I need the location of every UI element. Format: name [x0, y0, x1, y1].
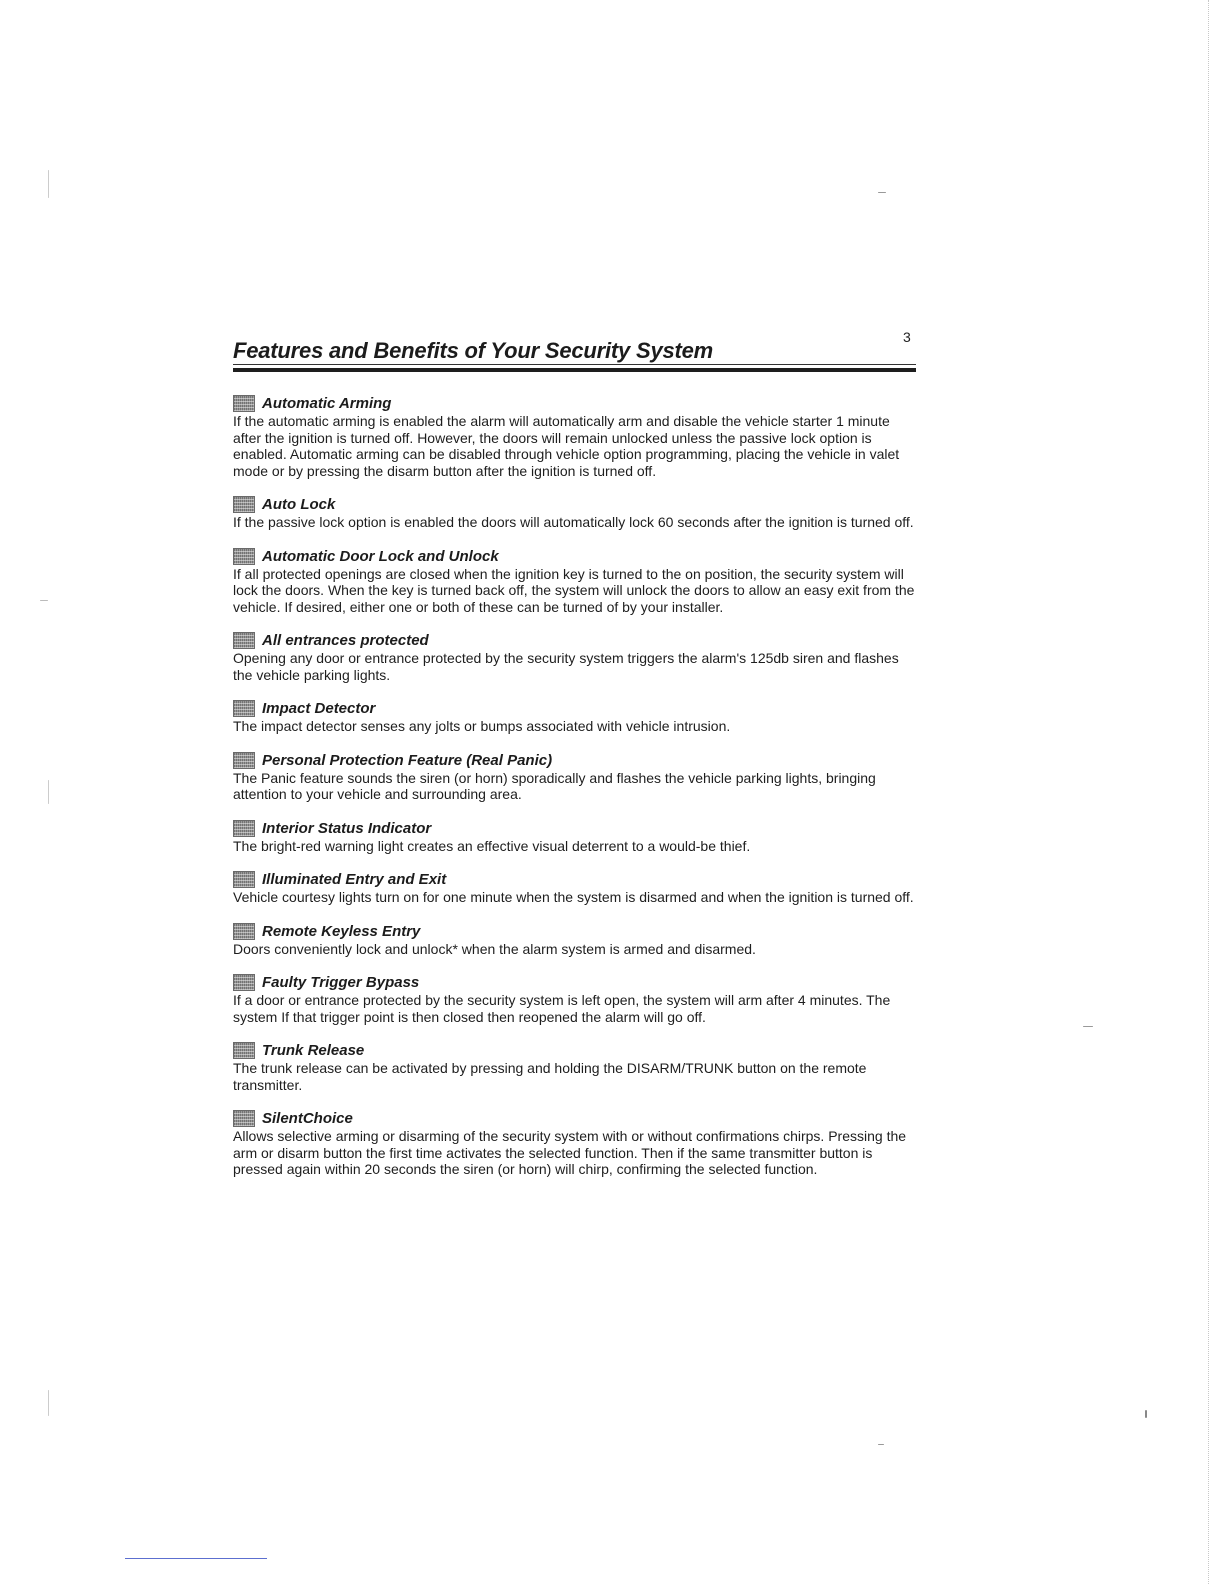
- feature-title: Interior Status Indicator: [262, 819, 432, 837]
- shaded-square-bullet-icon: [233, 395, 255, 412]
- scan-speck: [48, 780, 49, 804]
- scan-speck: [48, 170, 49, 198]
- feature-title: Remote Keyless Entry: [262, 922, 421, 940]
- shaded-square-bullet-icon: [233, 700, 255, 717]
- shaded-square-bullet-icon: [233, 548, 255, 565]
- feature-item-all-entrances: [233, 631, 918, 683]
- feature-title: Trunk Release: [262, 1042, 365, 1059]
- feature-description: Allows selective arming or disarming of the security system with or without confirmations chirps. Pressing the arm or disarm button the first time activates the selected function. Then if the same transmitter button is pressed again within 20 seconds the siren (or horn) will chirp, confirming the selected function.: [233, 1128, 907, 1177]
- shaded-square-bullet-icon: [233, 820, 255, 837]
- feature-item-automatic-door-lock: [233, 547, 918, 616]
- scan-speck: [878, 192, 886, 193]
- title-rule-thick: [233, 368, 916, 372]
- shaded-square-bullet-icon: [233, 1042, 255, 1059]
- feature-description: The bright-red warning light creates an effective visual deterrent to a would-be thief.: [233, 837, 751, 854]
- feature-item-silentchoice: [233, 1109, 918, 1178]
- scan-speck: [40, 600, 48, 601]
- feature-description: If all protected openings are closed when the ignition key is turned to the on position, the security system will lock the doors. When the key is turned back off, the system will unlock the doors to allow an easy exit from the vehicle. If desired, either one or both of these can be turned of by your installer.: [233, 565, 915, 615]
- title-rule-thin: [233, 364, 916, 365]
- feature-description: If a door or entrance protected by the security system is left open, the system will arm after 4 minutes. The system If that trigger point is then closed then reopened the alarm will go off.: [233, 992, 891, 1025]
- scan-speck: [1083, 1026, 1093, 1027]
- feature-description: Opening any door or entrance protected by the security system triggers the alarm's 125db siren and flashes the vehicle parking lights.: [233, 650, 899, 683]
- scan-speck: [878, 1444, 884, 1445]
- feature-item-remote-keyless-entry: [233, 922, 918, 958]
- feature-title: Impact Detector: [262, 700, 376, 717]
- feature-description: The impact detector senses any jolts or bumps associated with vehicle intrusion.: [233, 718, 731, 734]
- scan-speck: [1145, 1410, 1147, 1418]
- feature-item-trunk-release: [233, 1041, 918, 1093]
- feature-description: If the passive lock option is enabled the doors will automatically lock 60 seconds after the ignition is turned off.: [233, 514, 914, 530]
- feature-title: Faulty Trigger Bypass: [262, 974, 420, 991]
- feature-description: If the automatic arming is enabled the alarm will automatically arm and disable the vehicle starter 1 minute after the ignition is turned off. However, the doors will remain unlocked unless the passive lock option is enabled. Automatic arming can be disabled through vehicle option programming, placing the vehicle in valet mode or by pressing the disarm button after the ignition is turned off.: [233, 413, 900, 479]
- feature-title: Illuminated Entry and Exit: [262, 871, 447, 888]
- feature-description: Vehicle courtesy lights turn on for one minute when the system is disarmed and when the ignition is turned off.: [233, 889, 914, 905]
- feature-item-impact-detector: [233, 699, 918, 735]
- feature-list: [233, 394, 918, 1194]
- feature-item-automatic-arming: [233, 394, 918, 479]
- shaded-square-bullet-icon: [233, 923, 255, 940]
- feature-item-personal-protection: [233, 751, 918, 803]
- feature-title: Auto Lock: [262, 496, 336, 513]
- feature-item-faulty-trigger-bypass: [233, 973, 918, 1025]
- page-title: Features and Benefits of Your Security System: [233, 338, 714, 363]
- page-number: 3: [903, 329, 911, 345]
- feature-item-auto-lock: [233, 495, 918, 531]
- shaded-square-bullet-icon: [233, 752, 255, 769]
- feature-description: The Panic feature sounds the siren (or horn) sporadically and flashes the vehicle parking lights, bringing attention to your vehicle and surrounding area.: [233, 769, 876, 802]
- shaded-square-bullet-icon: [233, 496, 255, 513]
- feature-item-illuminated-entry: [233, 870, 918, 906]
- feature-description: Doors conveniently lock and unlock* when the alarm system is armed and disarmed.: [233, 940, 756, 957]
- feature-title: Automatic Door Lock and Unlock: [262, 547, 499, 565]
- shaded-square-bullet-icon: [233, 974, 255, 991]
- feature-title: SilentChoice: [262, 1110, 353, 1127]
- feature-item-interior-status: [233, 819, 918, 855]
- shaded-square-bullet-icon: [233, 632, 255, 649]
- feature-title: Personal Protection Feature (Real Panic): [262, 751, 553, 769]
- page-edge-dotted-line: [1208, 0, 1210, 1584]
- shaded-square-bullet-icon: [233, 1110, 255, 1127]
- bottom-edge-line: [125, 1558, 267, 1559]
- scan-speck: [48, 1390, 49, 1416]
- shaded-square-bullet-icon: [233, 871, 255, 888]
- feature-description: The trunk release can be activated by pressing and holding the DISARM/TRUNK button on the remote transmitter.: [233, 1060, 867, 1093]
- feature-title: All entrances protected: [262, 632, 429, 649]
- feature-title: Automatic Arming: [262, 395, 392, 412]
